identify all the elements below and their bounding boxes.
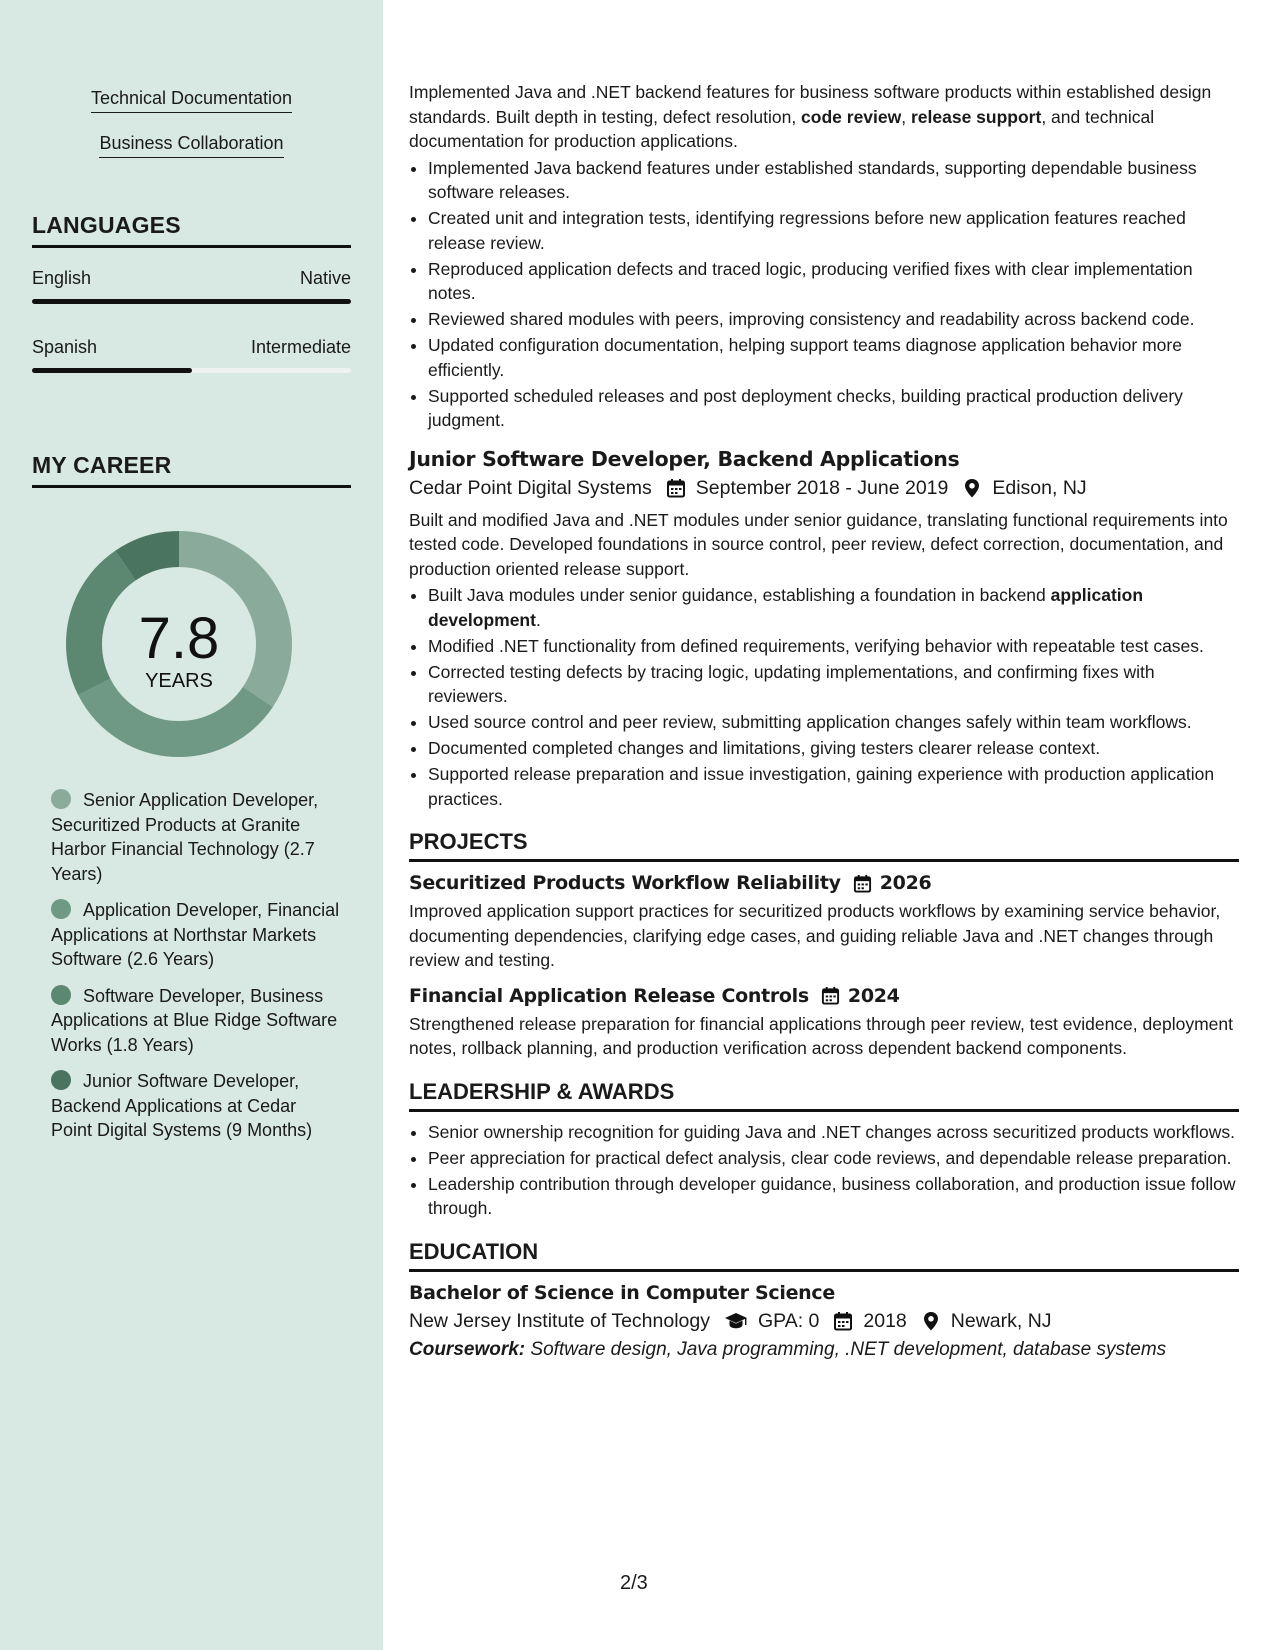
career-heading: MY CAREER xyxy=(32,452,351,488)
education-year: 2018 xyxy=(863,1309,907,1332)
awards-list xyxy=(409,1120,1239,1221)
language-name: Spanish xyxy=(32,337,98,357)
career-legend-item: Software Developer, Business Applications at Blue Ridge Software Works (1.8 Years) xyxy=(51,985,338,1055)
language-level: Intermediate xyxy=(250,337,351,357)
skill-business-collaboration[interactable]: Business Collaboration xyxy=(0,133,383,158)
job-bullets xyxy=(409,583,1239,811)
previous-job-bullets xyxy=(409,156,1239,433)
bullet-item: • Created unit and integration tests, identifying regressions before new application features reached release review. xyxy=(428,206,1239,255)
education-coursework: Coursework: Software design, Java programming, .NET development, database systems xyxy=(409,1338,1167,1360)
legend-dot xyxy=(51,899,71,919)
education-gpa: GPA: 0 xyxy=(757,1309,820,1332)
language-bar-fill xyxy=(32,368,192,373)
education-meta xyxy=(409,1310,1239,1333)
calendar-icon xyxy=(666,478,686,498)
map-pin-icon xyxy=(962,478,982,498)
job-title: Junior Software Developer, Backend Applications xyxy=(409,446,960,471)
career-unit: YEARS xyxy=(145,670,213,692)
project-title: Securitized Products Workflow Reliability 2026 xyxy=(409,872,932,894)
skill-technical-documentation[interactable]: Technical Documentation xyxy=(0,88,383,113)
previous-job-summary: Implemented Java and .NET backend features for business software products within established design standards. Built depth in testing, defect resolution, code review, release support, and technical documentation for production applications. xyxy=(409,82,1212,151)
languages-heading: LANGUAGES xyxy=(32,212,351,248)
sidebar xyxy=(0,0,383,1650)
career-legend-item: Senior Application Developer, Securitized Products at Granite Harbor Financial Technology (2.7 Years) xyxy=(51,790,319,884)
education-degree: Bachelor of Science in Computer Science xyxy=(409,1281,835,1304)
legend-dot xyxy=(51,985,71,1005)
bullet-item: • Documented completed changes and limitations, giving testers clearer release context. xyxy=(428,736,1239,761)
calendar-icon xyxy=(821,986,840,1005)
bullet-item: • Updated configuration documentation, helping support teams diagnose application behavior more efficiently. xyxy=(428,333,1239,382)
page-number: 2/3 xyxy=(620,1572,648,1594)
bullet-item: • Corrected testing defects by tracing logic, updating implementations, and confirming fixes with reviewers. xyxy=(428,660,1239,709)
career-total: 7.8 xyxy=(138,606,220,671)
job-dates: September 2018 - June 2019 xyxy=(695,476,949,499)
award-item: • Peer appreciation for practical defect analysis, clear code reviews, and dependable release preparation. xyxy=(428,1146,1239,1171)
language-name: English xyxy=(32,268,92,288)
bullet-item: • Used source control and peer review, submitting application changes safely within team workflows. xyxy=(428,710,1239,735)
bullet-item: • Supported release preparation and issue investigation, gaining experience with production application practices. xyxy=(428,762,1239,811)
career-donut-chart xyxy=(66,531,292,757)
bullet-item: • Built Java modules under senior guidance, establishing a foundation in backend application development. xyxy=(428,583,1239,632)
career-legend xyxy=(51,788,341,1155)
project-year: 2024 xyxy=(847,984,900,1007)
bullet-item: • Modified .NET functionality from defined requirements, verifying behavior with repeatable test cases. xyxy=(428,634,1239,659)
project-description: Improved application support practices for securitized products workflows by examining service behavior, documenting dependencies, clarifying edge cases, and guiding reliable Java and .NET changes through review and testing. xyxy=(409,901,1221,970)
language-row-english xyxy=(32,268,351,289)
bullet-item: • Reproduced application defects and traced logic, producing verified fixes with clear implementation notes. xyxy=(428,257,1239,306)
language-bar-spanish xyxy=(32,368,351,373)
project-title: Financial Application Release Controls 2024 xyxy=(409,984,900,1007)
projects-heading: PROJECTS xyxy=(409,829,1239,862)
legend-dot xyxy=(51,789,71,809)
language-row-spanish xyxy=(32,337,351,358)
job-company: Cedar Point Digital Systems xyxy=(409,476,652,499)
career-legend-item: Application Developer, Financial Applications at Northstar Markets Software (2.6 Years) xyxy=(51,900,340,969)
language-bar-fill xyxy=(32,299,351,304)
award-item: • Senior ownership recognition for guiding Java and .NET changes across securitized products workflows. xyxy=(428,1120,1239,1145)
main-content xyxy=(409,80,1239,1361)
project-year: 2026 xyxy=(879,872,932,894)
education-heading: EDUCATION xyxy=(409,1239,1239,1272)
legend-dot xyxy=(51,1070,71,1090)
project-description: Strengthened release preparation for financial applications through peer review, test evidence, deployment notes, rollback planning, and production verification across dependent backend components. xyxy=(409,1013,1233,1058)
bullet-item: • Implemented Java backend features under established standards, supporting dependable business software releases. xyxy=(428,156,1239,205)
calendar-icon xyxy=(853,874,872,893)
bullet-item: • Reviewed shared modules with peers, improving consistency and readability across backend code. xyxy=(428,307,1239,332)
education-school: New Jersey Institute of Technology xyxy=(409,1309,710,1332)
awards-heading: LEADERSHIP & AWARDS xyxy=(409,1079,1239,1112)
calendar-icon xyxy=(833,1311,853,1331)
education-location: Newark, NJ xyxy=(950,1309,1052,1332)
job-summary: Built and modified Java and .NET modules under senior guidance, translating functional requirements into tested code. Developed foundations in source control, peer review, defect correction, documentation, and production oriented release support. xyxy=(409,509,1228,579)
graduation-cap-icon xyxy=(724,1311,748,1331)
language-level: Native xyxy=(299,268,351,288)
bullet-item: • Supported scheduled releases and post deployment checks, building practical production delivery judgment. xyxy=(428,384,1239,433)
job-location: Edison, NJ xyxy=(992,476,1087,499)
map-pin-icon xyxy=(921,1311,941,1331)
award-item: • Leadership contribution through developer guidance, business collaboration, and production issue follow through. xyxy=(428,1172,1239,1221)
language-bar-english xyxy=(32,299,351,304)
job-meta xyxy=(409,477,1239,500)
career-legend-item: Junior Software Developer, Backend Applications at Cedar Point Digital Systems (9 Months) xyxy=(51,1071,313,1140)
